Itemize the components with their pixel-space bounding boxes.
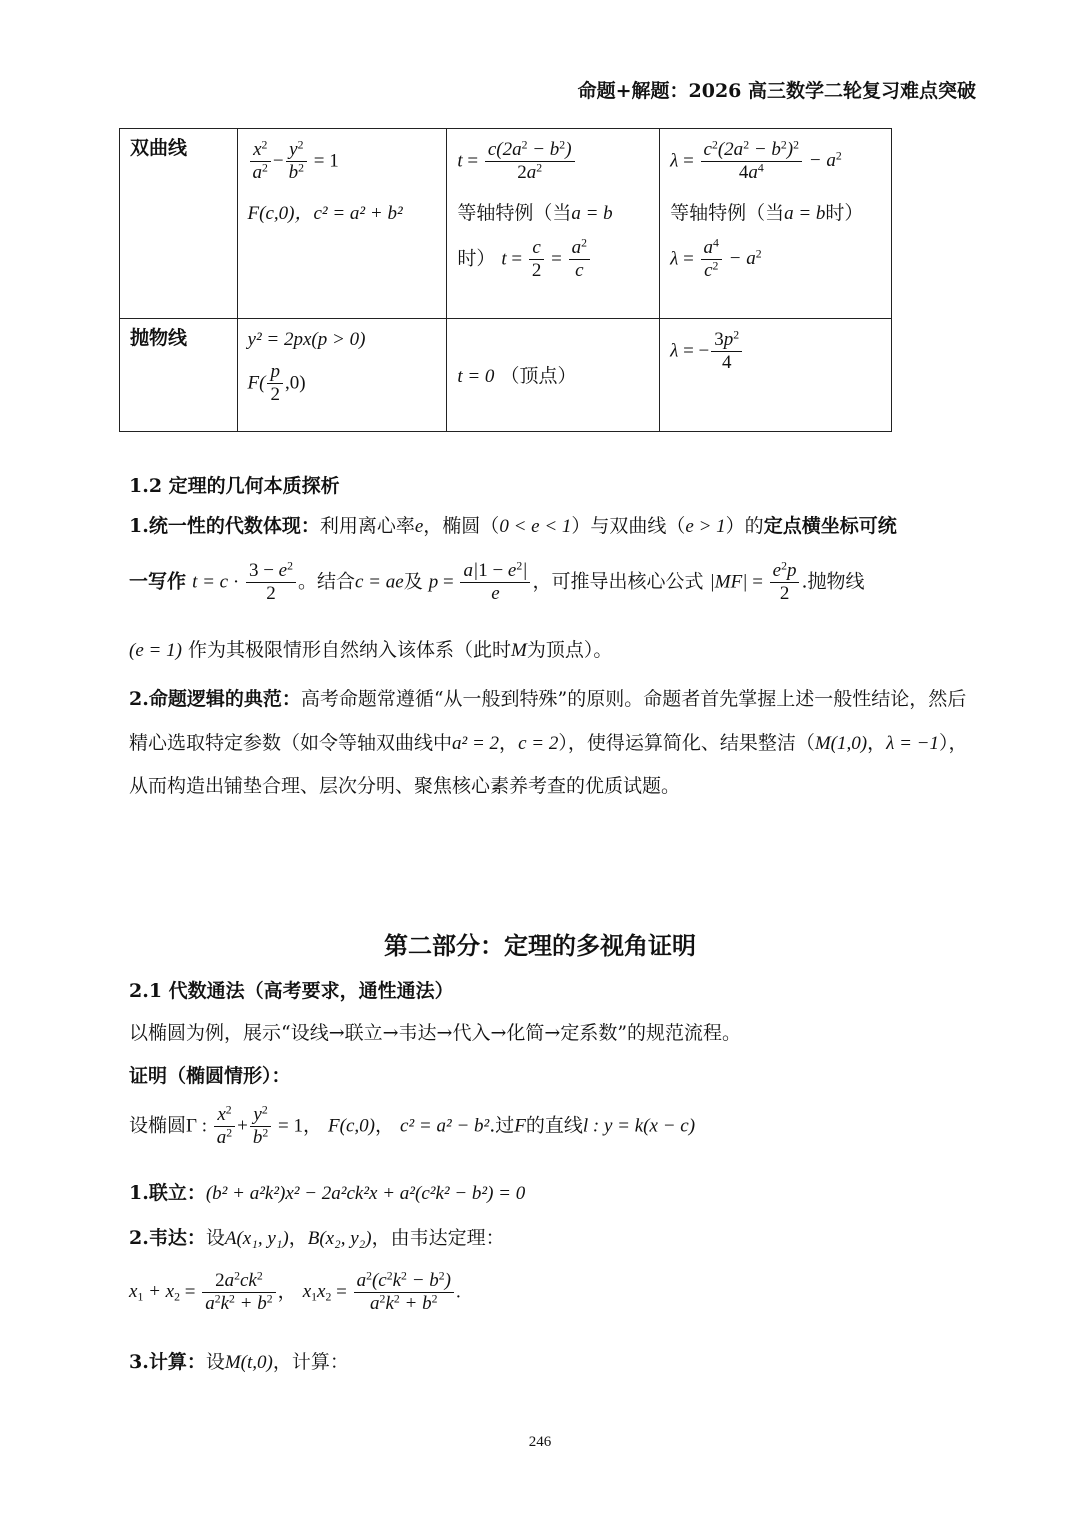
- parabola-focus: F( $\frac{p}{2}$ ,0): [247, 361, 306, 405]
- parabola-lambda-formula: λ = − $\frac{3p^2}{4}$: [670, 329, 883, 374]
- hyperbola-lambda-cell: [660, 129, 892, 319]
- hyperbola-equation: $\frac{x^2}{a^2}$ − $\frac{y^2}{b^2}$ = 1: [248, 139, 439, 184]
- parabola-t-note: （顶点）: [500, 364, 577, 387]
- section-1-2-heading: 1.2 定理的几何本质探析: [129, 475, 340, 497]
- para-logic: 2.命题逻辑的典范：高考命题常遵循“从一般到特殊”的原则。命题者首先掌握上述一般性结论，然后精心选取特定参数（如令等轴双曲线中a² = 2，c = 2），使得运算简化、结果整洁（M(1,0)，λ = −1），从而构造出铺垫合理、层次分明、聚焦核心素养考查的优质试题。: [129, 688, 968, 798]
- table-row-parabola: [120, 319, 892, 432]
- para-unity-line1: 1.统一性的代数体现：利用离心率e，椭圆（0 < e < 1）与双曲线（e > 1）的定点横坐标可统: [129, 515, 897, 537]
- hyperbola-lambda-formula: λ = $\frac{c^2(2a^2 - b^2)^2}{4a^4}$ − $a^2$: [670, 138, 842, 183]
- step-2: 2.韦达：设A(x₁, y₁)，B(x₂, y₂)，由韦达定理：: [129, 1227, 505, 1249]
- parabola-equation-cell: [237, 319, 447, 432]
- section-2-1-heading: 2.1 代数通法（高考要求，通性通法）: [129, 980, 454, 1002]
- conic-name-parabola: 抛物线: [120, 319, 238, 432]
- page-number: 246: [528, 1434, 552, 1450]
- conic-name-hyperbola: 双曲线: [120, 129, 238, 319]
- hyperbola-equation-cell: [237, 129, 447, 319]
- conic-table: [119, 128, 892, 432]
- parabola-t-cell: [447, 319, 660, 432]
- hyperbola-t-special-value: 时） t = $\frac{c}{2}$ = $\frac{a^2}{c}$: [457, 237, 651, 282]
- vieta-formulas: $x_1 + x_2$ = $\frac{2a^2ck^2}{a^2k^2 + b^2}$ ， $x_1x_2$ = $\frac{a^2(c^2k^2 - b^2)}{a^2k^2 + b^2}$ .: [129, 1269, 461, 1314]
- parabola-equation: y² = 2px(p > 0): [247, 329, 366, 350]
- running-header: 命题+解题：2026 高三数学二轮复习难点突破: [577, 80, 976, 102]
- hyperbola-focus: F(c,0)，c² = a² + b²: [247, 202, 403, 224]
- hyperbola-t-special: 等轴特例（当a = b: [457, 201, 613, 224]
- para-unity-line2: 一写作 t = c · $\frac{3 - e^2}{2}$ 。结合c = ae及 p = $\frac{a|1 - e^2|}{e}$ ，可推导出核心公式 |MF| = $\frac{e^2p}{2}$ .抛物线: [129, 559, 865, 604]
- parabola-lambda-cell: [660, 319, 892, 432]
- hyperbola-t-cell: [447, 129, 660, 319]
- hyperbola-lambda-special: 等轴特例（当a = b时）: [670, 201, 864, 224]
- intro-text: 以椭圆为例，展示“设线→联立→韦达→代入→化简→定系数”的规范流程。: [129, 1022, 742, 1044]
- part2-title: 第二部分：定理的多视角证明: [384, 931, 696, 960]
- para-unity-line3: (e = 1) 作为其极限情形自然纳入该体系（此时M为顶点）。: [129, 639, 613, 661]
- hyperbola-t-formula: t = $\frac{c(2a^2 - b^2)}{2a^2}$: [457, 139, 651, 184]
- parabola-t-value: t = 0: [457, 365, 495, 387]
- step-1: 1.联立：(b² + a²k²)x² − 2a²ck²x + a²(c²k² − b²) = 0: [129, 1182, 526, 1204]
- step-3: 3.计算：设M(t,0)，计算：: [129, 1351, 349, 1373]
- hyperbola-lambda-special-value: λ = $\frac{a^4}{c^2}$ − $a^2$: [670, 236, 762, 281]
- table-row-hyperbola: [120, 129, 892, 319]
- proof-label: 证明（椭圆情形）：: [129, 1065, 291, 1087]
- proof-setup: 设椭圆Γ : $\frac{x^2}{a^2}$ + $\frac{y^2}{b^2}$ = 1， F(c,0)， c² = a² − b².过F的直线l : y = k(x − c): [129, 1103, 696, 1148]
